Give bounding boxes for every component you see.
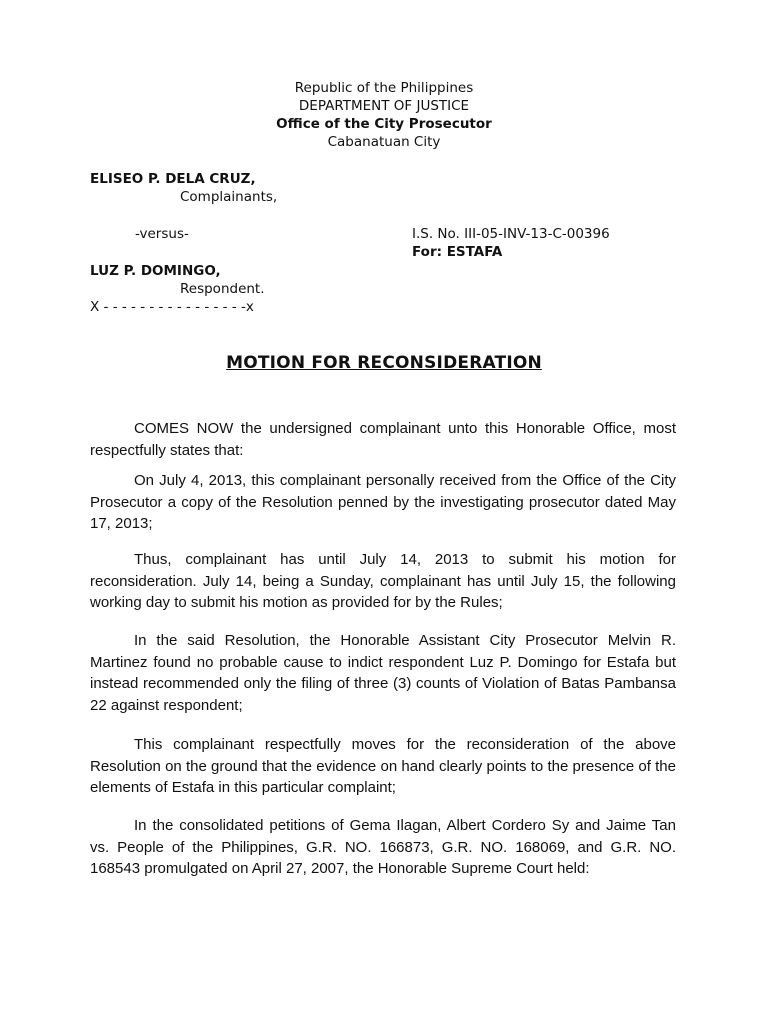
header-city: Cabanatuan City <box>327 134 441 150</box>
paragraph-3: Thus, complainant has until July 14, 2013 to submit his motion for reconsideration. July 14, being a Sunday, complainant has until July 15, the following working day to submit his motion as provided for by the Rules; <box>90 551 676 611</box>
case-offense: For: ESTAFA <box>412 244 503 260</box>
complainant-name: ELISEO P. DELA CRUZ, <box>90 171 256 187</box>
versus-label: -versus- <box>135 226 189 242</box>
paragraph-4: In the said Resolution, the Honorable Assistant City Prosecutor Melvin R. Martinez found no probable cause to indict respondent Luz P. Domingo for Estafa but instead recommended only the filing of three (3) counts of Violation of Batas Pambansa 22 against respondent; <box>90 632 676 714</box>
header-republic: Republic of the Philippines <box>294 80 474 96</box>
caption-separator: X - - - - - - - - - - - - - - - -x <box>90 299 254 315</box>
header-office: Office of the City Prosecutor <box>276 116 492 132</box>
complainant-role: Complainants, <box>180 189 278 205</box>
header-department: DEPARTMENT OF JUSTICE <box>298 98 470 114</box>
paragraph-6: In the consolidated petitions of Gema Ilagan, Albert Cordero Sy and Jaime Tan vs. People of the Philippines, G.R. NO. 166873, G.R. NO. 168069, and G.R. NO. 168543 promulgated on April 27, 2007, the Honorable Supreme Court held: <box>90 817 676 877</box>
respondent-name: LUZ P. DOMINGO, <box>90 263 221 279</box>
paragraph-2: On July 4, 2013, this complainant personally received from the Office of the City Prosecutor a copy of the Resolution penned by the investigating prosecutor dated May 17, 2013; <box>90 472 676 532</box>
case-number: I.S. No. III-05-INV-13-C-00396 <box>412 226 610 242</box>
document-title: MOTION FOR RECONSIDERATION <box>226 353 542 373</box>
paragraph-1: COMES NOW the undersigned complainant unto this Honorable Office, most respectfully states that: <box>90 420 676 459</box>
respondent-role: Respondent. <box>180 281 265 297</box>
paragraph-5: This complainant respectfully moves for the reconsideration of the above Resolution on the ground that the evidence on hand clearly points to the presence of the elements of Estafa in this particular complaint; <box>90 736 676 796</box>
